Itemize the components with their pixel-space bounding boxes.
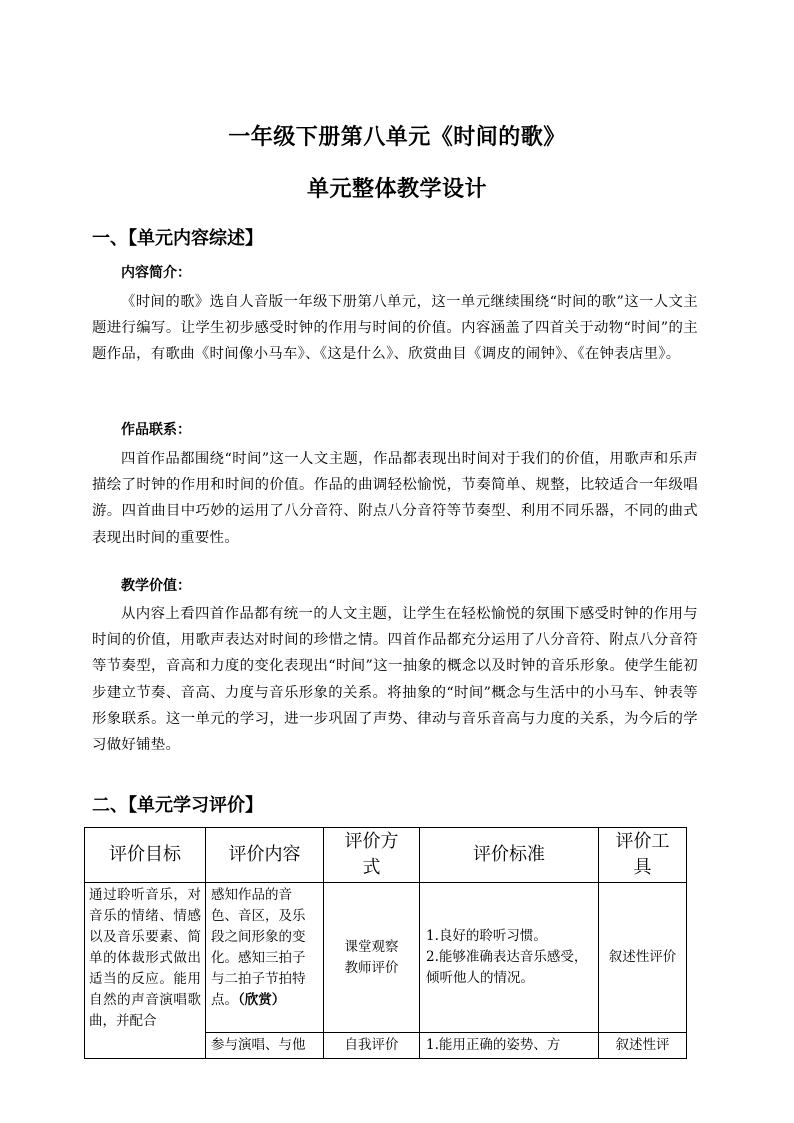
intro-paragraph: 《时间的歌》选自人音版一年级下册第八单元，这一单元继续围绕“时间的歌”这一人文主题进行编写。让学生初步感受时钟的作用与时间的价值。内容涵盖了四首关于动物“时间”的主题作品，有歌曲《时间像小马车》、《这是什么》、欣赏曲目《调皮的闹钟》、《在钟表店里》。 xyxy=(92,294,698,363)
standard-line-1: 1.良好的聆听习惯。 xyxy=(426,928,547,944)
document-title: 一年级下册第八单元《时间的歌》 xyxy=(228,125,566,150)
header-standard: 评价标准 xyxy=(420,828,599,883)
method-line-1: 课堂观察 xyxy=(344,938,399,955)
content-text: 感知作品的音色、音区，及乐段之间形象的变化。感知三拍子与二拍子节拍特点。 xyxy=(211,887,306,1008)
header-tool: 评价工具 xyxy=(599,828,687,883)
standard-line-2: 2.能够准确表达音乐感受，倾听他人的情况。 xyxy=(426,949,588,986)
goal-cell: 通过聆听音乐，对音乐的情绪、情感以及音乐要素、简单的体裁形式做出适当的反应。能用自然的声音演唱歌曲，并配合 xyxy=(85,883,206,1059)
content-cell xyxy=(206,883,324,1033)
document-subtitle: 单元整体教学设计 xyxy=(306,177,487,202)
value-paragraph: 从内容上看四首作品都有统一的人文主题，让学生在轻松愉悦的氛围下感受时钟的作用与时间的价值，用歌声表达对时间的珍惜之情。四首作品都充分运用了八分音符、附点八分音符等节奏型，音高和力度的变化表现出“时间”这一抽象的概念以及时钟的音乐形象。使学生能初步建立节奏、音高、力度与音乐形象的关系。将抽象的“时间”概念与生活中的小马车、钟表等形象联系。这一单元的学习，进一步巩固了声势、律动与音乐音高与力度的关系，为今后的学习做好铺垫。 xyxy=(92,606,698,754)
content-cell: 参与演唱、与他 xyxy=(206,1033,324,1059)
method-cell xyxy=(324,883,420,1033)
standard-cell xyxy=(420,883,599,1033)
value-label: 教学价值： xyxy=(121,578,191,594)
evaluation-table xyxy=(84,827,687,1059)
method-line-2: 教师评价 xyxy=(344,959,399,976)
tool-cell: 叙述性评价 xyxy=(599,883,687,1033)
link-paragraph: 四首作品都围绕“时间”这一人文主题，作品都表现出时间对于我们的价值，用歌声和乐声描绘了时钟的作用和时间的价值。作品的曲调轻松愉悦，节奏简单、规整，比较适合一年级唱游。四首曲目中巧妙的运用了八分音符、附点八分音符等节奏型、利用不同乐器，不同的曲式表现出时间的重要性。 xyxy=(92,451,698,546)
header-goal: 评价目标 xyxy=(85,828,206,883)
header-content: 评价内容 xyxy=(206,828,324,883)
table-header-row xyxy=(85,828,687,883)
link-label: 作品联系： xyxy=(121,422,191,438)
section1-heading: 一、【单元内容综述】 xyxy=(92,228,263,249)
tool-cell: 叙述性评 xyxy=(599,1033,687,1059)
section2-heading: 二、【单元学习评价】 xyxy=(92,795,263,816)
content-tag: （欣赏） xyxy=(238,992,286,1008)
standard-cell: 1.能用正确的姿势、方 xyxy=(420,1033,599,1059)
method-cell: 自我评价 xyxy=(324,1033,420,1059)
header-method: 评价方式 xyxy=(324,828,420,883)
table-row xyxy=(85,883,687,1033)
intro-label: 内容简介： xyxy=(121,265,191,281)
